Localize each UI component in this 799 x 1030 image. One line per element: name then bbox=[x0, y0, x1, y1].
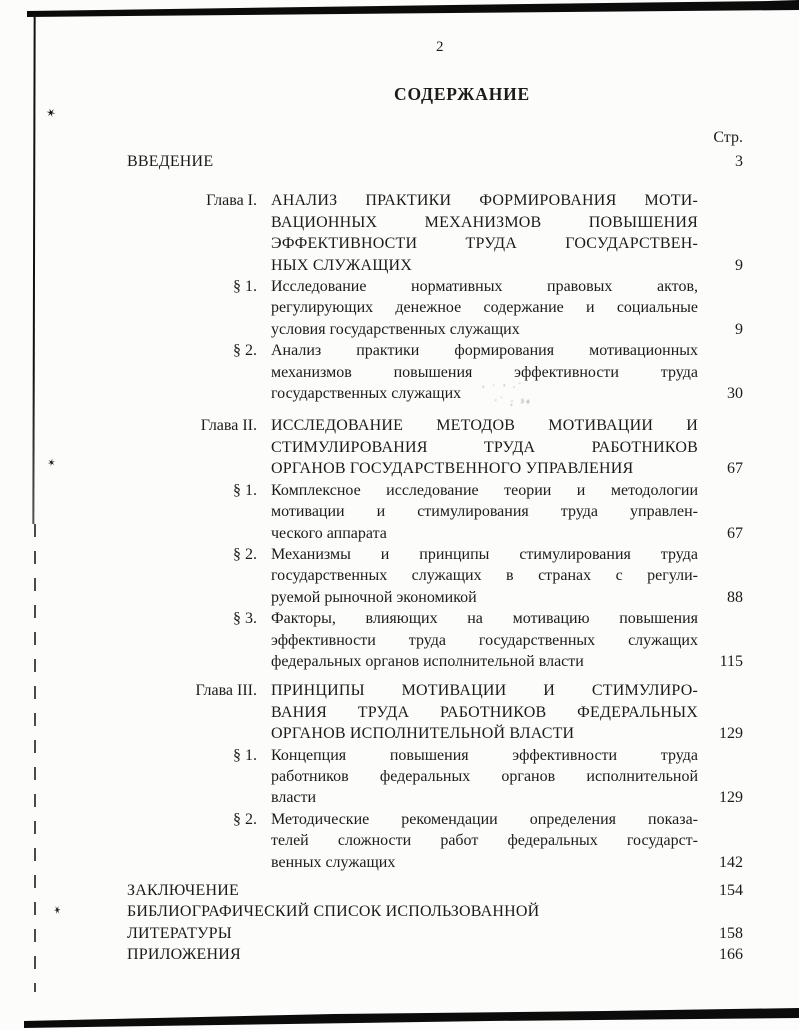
toc-entry-section bbox=[127, 480, 743, 544]
chapter-title bbox=[271, 190, 698, 276]
chapter-title bbox=[271, 680, 698, 744]
page-fold-line-dashed bbox=[34, 524, 36, 992]
toc-entry-section bbox=[127, 340, 743, 404]
toc-line: ОРГАНОВ ГОСУДАРСТВЕННОГО УПРАВЛЕНИЯ bbox=[271, 460, 634, 478]
ink-speck-icon: ✶ bbox=[45, 457, 57, 470]
toc-line: регулирующих денежное содержание и социальные bbox=[271, 299, 698, 317]
toc-entry-chapter-2 bbox=[127, 415, 743, 479]
page-title: СОДЕРЖАНИЕ bbox=[394, 84, 531, 104]
toc-entry-page: 142 bbox=[719, 853, 743, 871]
toc-entry-bibliography bbox=[127, 901, 743, 944]
toc-line: АНАЛИЗ ПРАКТИКИ ФОРМИРОВАНИЯ МОТИ- bbox=[271, 192, 698, 210]
ink-speck-icon: ✶ bbox=[44, 104, 58, 122]
toc-line: Механизмы и принципы стимулирования труда bbox=[271, 545, 698, 563]
chapter-label: Глава II. bbox=[200, 417, 257, 435]
toc-line: венных служащих bbox=[271, 853, 396, 871]
toc-line: мотивации и стимулирования труда управлен- bbox=[271, 503, 698, 521]
toc-line: ВАЦИОННЫХ МЕХАНИЗМОВ ПОВЫШЕНИЯ bbox=[271, 213, 698, 231]
toc-line: СТИМУЛИРОВАНИЯ ТРУДА РАБОТНИКОВ bbox=[271, 438, 698, 456]
toc-entry-section bbox=[127, 544, 743, 608]
toc-line: государственных служащих bbox=[271, 385, 462, 403]
toc-entry-page: 129 bbox=[719, 789, 743, 807]
toc-entry-introduction bbox=[127, 151, 743, 172]
chapter-label: Глава I. bbox=[206, 192, 257, 210]
ink-speck-icon: ✶ bbox=[51, 904, 63, 916]
toc-line: ОРГАНОВ ИСПОЛНИТЕЛЬНОЙ ВЛАСТИ bbox=[271, 725, 575, 743]
chapter-title bbox=[271, 415, 698, 479]
section-label: § 1. bbox=[233, 481, 257, 499]
toc-entry-page: 67 bbox=[727, 524, 743, 542]
section-label: § 1. bbox=[233, 746, 257, 764]
toc-entry-conclusion bbox=[127, 880, 743, 901]
scan-border-top bbox=[27, 0, 799, 18]
toc-entry-label: ЗАКЛЮЧЕНИЕ bbox=[127, 882, 239, 899]
section-label: § 2. bbox=[233, 545, 257, 563]
toc-line: ЛИТЕРАТУРЫ bbox=[127, 924, 232, 942]
toc-line: работников федеральных органов исполнительной bbox=[271, 767, 698, 785]
toc-entry-section bbox=[127, 276, 743, 340]
toc-line: телей сложности работ федеральных государст- bbox=[271, 832, 698, 850]
toc-line: ИССЛЕДОВАНИЕ МЕТОДОВ МОТИВАЦИИ И bbox=[271, 417, 698, 435]
toc-line: ПРИНЦИПЫ МОТИВАЦИИ И СТИМУЛИРО- bbox=[271, 682, 698, 700]
section-title bbox=[271, 608, 698, 672]
section-title bbox=[271, 809, 698, 873]
section-title bbox=[271, 745, 698, 809]
toc-entry-page: 158 bbox=[719, 924, 743, 942]
section-title bbox=[271, 544, 698, 608]
toc-line: Методические рекомендации определения показа- bbox=[271, 810, 698, 828]
section-label: § 3. bbox=[233, 610, 257, 628]
pencil-smudge: ·˙ ; ³⁴ bbox=[493, 396, 532, 410]
toc-line: власти bbox=[271, 789, 317, 807]
toc-line: БИБЛИОГРАФИЧЕСКИЙ СПИСОК ИСПОЛЬЗОВАННОЙ bbox=[127, 903, 540, 921]
toc-line: Факторы, влияющих на мотивацию повышения bbox=[271, 610, 698, 628]
toc-entry-section bbox=[127, 809, 743, 873]
page-fold-line bbox=[32, 14, 35, 524]
toc-line: федеральных органов исполнительной власти bbox=[271, 652, 584, 670]
toc-line: ЭФФЕКТИВНОСТИ ТРУДА ГОСУДАРСТВЕН- bbox=[271, 235, 698, 253]
toc-line: государственных служащих в странах с регули- bbox=[271, 567, 698, 585]
section-label: § 1. bbox=[233, 278, 257, 296]
toc-entry-section bbox=[127, 745, 743, 809]
toc-line: НЫХ СЛУЖАЩИХ bbox=[271, 256, 413, 274]
toc-entry-page: 88 bbox=[727, 588, 743, 606]
toc-entry-page: 9 bbox=[735, 256, 743, 274]
toc-line: Анализ практики формирования мотивационных bbox=[271, 342, 698, 360]
toc-entry-appendices bbox=[127, 944, 743, 965]
pencil-smudge: ʼ ˙ ’ ·˙ bbox=[481, 382, 525, 396]
toc-entry-page: 166 bbox=[719, 946, 743, 964]
toc-entry-page: 30 bbox=[727, 385, 743, 403]
toc-line: Комплексное исследование теории и методологии bbox=[271, 481, 698, 499]
toc-entry-chapter-3 bbox=[127, 680, 743, 744]
toc-line: Исследование нормативных правовых актов, bbox=[271, 278, 698, 296]
section-label: § 2. bbox=[233, 342, 257, 360]
toc-line: механизмов повышения эффективности труда bbox=[271, 363, 698, 381]
toc-entry-section bbox=[127, 608, 743, 672]
section-title bbox=[271, 276, 698, 340]
toc-line: ВАНИЯ ТРУДА РАБОТНИКОВ ФЕДЕРАЛЬНЫХ bbox=[271, 703, 698, 721]
toc-line: условия государственных служащих bbox=[271, 320, 520, 338]
toc-entry-label: ПРИЛОЖЕНИЯ bbox=[127, 946, 241, 964]
toc-entry-label bbox=[127, 901, 698, 944]
toc-entry-page: 9 bbox=[735, 320, 743, 338]
toc-entry-page: 129 bbox=[719, 725, 743, 743]
scan-border-bottom bbox=[24, 1005, 799, 1030]
section-label: § 2. bbox=[233, 810, 257, 828]
toc-entry-label: ВВЕДЕНИЕ bbox=[127, 153, 214, 170]
toc-entry-page: 67 bbox=[727, 460, 743, 478]
toc-entry-page: 3 bbox=[735, 153, 743, 170]
toc-entry-chapter-1 bbox=[127, 190, 743, 276]
table-of-contents bbox=[127, 151, 743, 966]
page-column-header: Стр. bbox=[713, 129, 743, 146]
section-title bbox=[271, 480, 698, 544]
chapter-label: Глава III. bbox=[195, 682, 257, 700]
toc-line: руемой рыночной экономикой bbox=[271, 588, 477, 606]
toc-line: Концепция повышения эффективности труда bbox=[271, 746, 698, 764]
section-title bbox=[271, 340, 698, 404]
toc-line: эффективности труда государственных служащих bbox=[271, 631, 698, 649]
toc-entry-page: 115 bbox=[719, 652, 743, 670]
page-number: 2 bbox=[436, 39, 444, 55]
toc-line: ческого аппарата bbox=[271, 524, 387, 542]
toc-entry-page: 154 bbox=[719, 882, 743, 899]
